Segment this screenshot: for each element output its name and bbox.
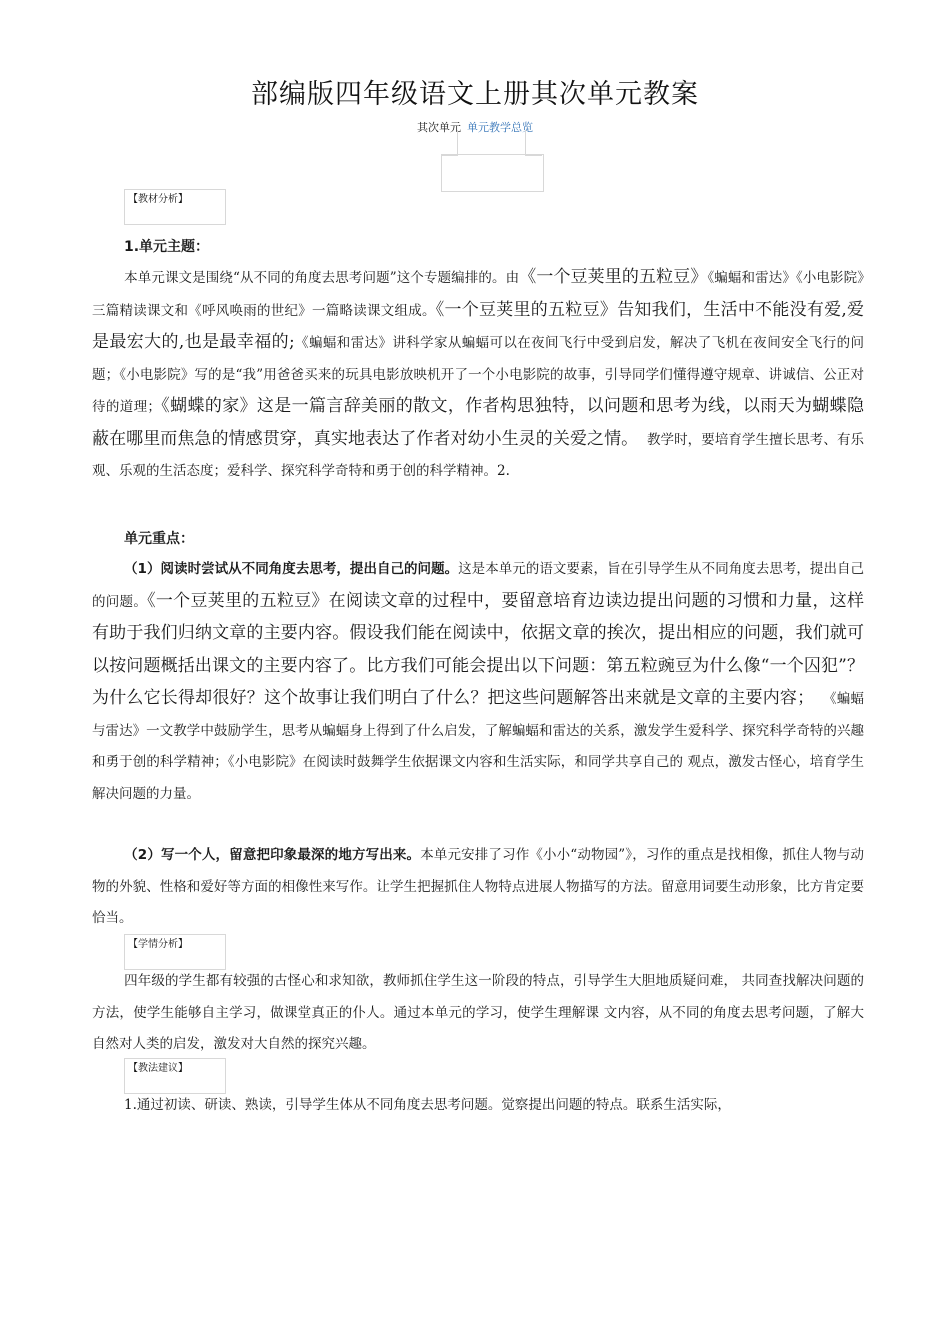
theme-text-d: 《一个豆荚里的五粒豆》告知我们，生活中不能没有爱,爱是最宏大的,也是最幸福的; — [92, 299, 864, 352]
theme-text-c: 《蝙蝠和雷达》《小电影院》三篇精读课文和《呼风唤雨的世纪》一篇略读课文组成。 — [92, 270, 865, 319]
decorative-frame-right — [525, 130, 542, 156]
focus-item-1-title: （1）阅读时尝试从不同角度去思考，提出自己的问题。 — [124, 561, 459, 577]
analysis-tag: 【教材分析】 — [128, 194, 188, 205]
student-analysis-paragraph — [92, 966, 864, 1061]
focus-item-1-b: 《一个豆荚里的五粒豆》在阅读文章的过程中，要留意培育边读边提出问题的习惯和力量，这样有助于我们归纳文章的主要内容。假设我们能在阅读中，依据文章的挨次，提出相应的问题，我们就可以按问题概括出课文的主要内容了。比方我们可能会提出以下问题：第五粒豌豆为什么像“一个囚犯”？为什么它长得却很好？这个故事让我们明白了什么？把这些问题解答出来就是文章的主要内容； — [92, 590, 865, 708]
document-title: 部编版四年级语文上册其次单元教案 — [251, 79, 699, 110]
focus-item-1-a: 这是本单元的语文要素，旨在引导学生从不同角度去思考，提出自己的问题。 — [92, 561, 864, 610]
focus-item-1 — [92, 554, 864, 810]
focus-item-2 — [92, 840, 864, 935]
focus-item-1-c: 《蝙蝠与雷达》一文教学中鼓励学生，思考从蝙蝠身上得到了什么启发，了解蝙蝠和雷达的关系，激发学生爱科学、探究科学奇特的兴趣和勇于创的科学精神；《小电影院》在阅读时鼓舞学生依据课文内容和生活实际，和同学共享自己的 观点，激发古怪心，培育学生解决问题的力量。 — [92, 691, 865, 802]
unit-theme-paragraph — [92, 262, 864, 488]
theme-text-g: 教学时，要培育学生擅长思考、有乐观、乐观的生活态度；爱科学、探究科学奇特和勇于创的科学精神。2. — [92, 431, 865, 479]
unit-theme-heading: 1.单元主题： — [124, 239, 210, 255]
decorative-frame-left — [441, 130, 458, 156]
method-paragraph — [124, 1090, 864, 1122]
focus-item-2-a: 本单元安排了习作《小小“动物园”》，习作的重点是找相像，抓住人物与动物的外貌、性格和爱好等方面的相像性来写作。让学生把握抓住人物特点进展人物描写的方法。留意用词要生动形象，比方肯定要恰当。 — [92, 847, 864, 926]
theme-text-f: 《蝴蝶的家》这是一篇言辞美丽的散文，作者构思独特，以问题和思考为线，以雨天为蝴蝶隐蔽在哪里而焦急的情感贯穿，真实地表达了作者对幼小生灵的关爱之情。 — [92, 396, 865, 449]
student-tag: 【学情分析】 — [128, 939, 188, 950]
method-text: 1.通过初读、研读、熟读，引导学生体从不同角度去思考问题。觉察提出问题的特点。联系生活实际， — [124, 1097, 731, 1113]
overview-link[interactable]: 单元教学总览 — [467, 121, 533, 134]
theme-text-b: 《一个豆荚里的五粒豆》 — [519, 267, 708, 287]
student-analysis-text: 四年级的学生都有较强的古怪心和求知欲，教师抓住学生这一阶段的特点，引导学生大胆地质疑问难， 共同查找解决问题的方法，使学生能够自主学习，做课堂真正的仆人。通过本单元的学习，使学生理解课 文内容，从不同的角度去思考问题，了解大自然对人类的启发，激发对大自然的探究兴趣。 — [92, 973, 864, 1052]
method-tag: 【教法建议】 — [128, 1063, 188, 1074]
decorative-frame — [441, 154, 544, 192]
subtitle-unit: 其次单元 — [417, 121, 461, 134]
theme-text-a: 本单元课文是围绕“从不同的角度去思考问题”这个专题编排的。由 — [124, 270, 520, 286]
focus-item-2-title: （2）写一个人，留意把印象最深的地方写出来。 — [124, 847, 421, 863]
unit-focus-heading: 单元重点： — [124, 531, 194, 547]
theme-text-e: 《蝙蝠和雷达》讲科学家从蝙蝠可以在夜间飞行中受到启发，解决了飞机在夜间安全飞行的问题；《小电影院》写的是“我”用爸爸买来的玩具电影放映机开了一个小电影院的故事，引导同学们懂得遵守规章、讲诚信、公正对待的道理； — [92, 335, 864, 415]
subtitle — [0, 119, 950, 135]
